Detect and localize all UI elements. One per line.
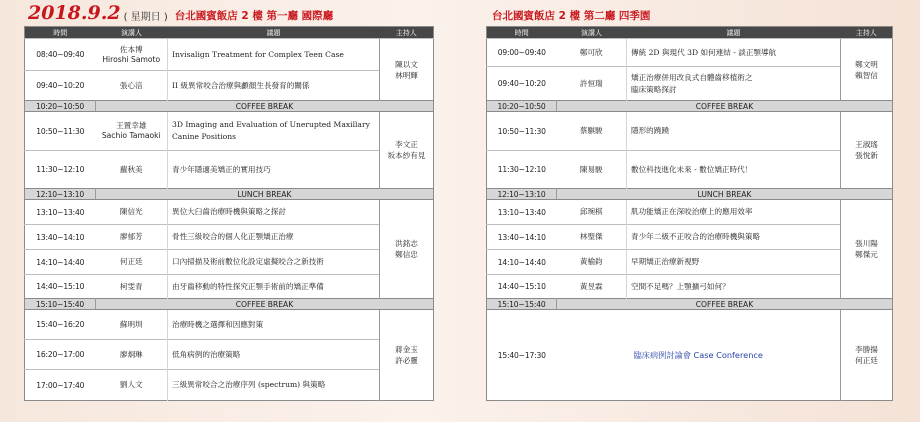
header-time: 時間	[487, 27, 557, 39]
break-time: 12:10~13:10	[487, 189, 557, 200]
right-venue: 台北國賓飯店 2 樓 第二廳 四季園	[492, 10, 651, 22]
session-time: 14:40~15:10	[25, 275, 96, 299]
left-venue: 台北國賓飯店 2 樓 第一廳 國際廳	[174, 10, 334, 22]
table-header-row	[487, 27, 893, 39]
right-schedule-body	[487, 39, 893, 401]
break-row	[487, 299, 893, 310]
session-time: 09:40~10:20	[487, 67, 557, 101]
session-time: 10:50~11:30	[487, 112, 557, 151]
session-row	[25, 71, 434, 101]
session-row	[25, 225, 434, 250]
event-weekday: ( 星期日 )	[123, 12, 168, 23]
chairperson: 李勝揚 何正廷	[841, 310, 893, 401]
break-row	[25, 189, 434, 200]
header-topic: 議題	[627, 27, 841, 39]
break-row	[487, 101, 893, 112]
session-row	[25, 275, 434, 299]
session-time: 14:10~14:40	[487, 250, 557, 275]
chairperson: 李文正 坂本紗有見	[380, 112, 434, 189]
table-header-row	[25, 27, 434, 39]
session-topic: 由牙齒移動的特性探究正顎手術前的矯正準備	[168, 275, 380, 299]
session-topic: 治療時機之選擇和因應對策	[168, 310, 380, 340]
session-topic: Invisalign Treatment for Complex Teen Case	[168, 39, 380, 71]
event-date: 2018.9.2	[28, 2, 121, 24]
session-topic: 早期矯正治療新視野	[627, 250, 841, 275]
session-row	[487, 39, 893, 67]
break-row	[25, 299, 434, 310]
session-row	[25, 340, 434, 370]
session-time: 17:00~17:40	[25, 370, 96, 401]
session-topic: 三級異常咬合之治療序列 (spectrum) 與策略	[168, 370, 380, 401]
session-row	[487, 250, 893, 275]
break-time: 12:10~13:10	[25, 189, 96, 200]
break-row	[487, 189, 893, 200]
break-time: 15:10~15:40	[487, 299, 557, 310]
session-row	[487, 200, 893, 225]
header-chair: 主持人	[841, 27, 893, 39]
session-time: 11:30~12:10	[487, 151, 557, 189]
session-topic: 3D Imaging and Evaluation of Unerupted Maxillary Canine Positions	[168, 112, 380, 151]
session-topic: 青少年隱適美矯正的實用技巧	[168, 151, 380, 189]
session-time: 13:40~14:10	[487, 225, 557, 250]
session-time: 14:40~15:10	[487, 275, 557, 299]
session-time: 16:20~17:00	[25, 340, 96, 370]
left-schedule-panel	[24, 0, 433, 401]
break-label: COFFEE BREAK	[557, 299, 893, 310]
session-topic: 空間不足嗎？上顎擴弓如何？	[627, 275, 841, 299]
session-row	[487, 275, 893, 299]
session-row	[25, 250, 434, 275]
chairperson: 鄭文明 賴智信	[841, 39, 893, 101]
session-row	[487, 112, 893, 151]
session-topic: 隱形的蹺蹺	[627, 112, 841, 151]
session-time: 13:40~14:10	[25, 225, 96, 250]
session-topic: 數位科技進化未來 - 數位矯正時代！	[627, 151, 841, 189]
break-label: LUNCH BREAK	[557, 189, 893, 200]
session-row	[487, 67, 893, 101]
break-label: COFFEE BREAK	[557, 101, 893, 112]
header-speaker: 演講人	[96, 27, 168, 39]
session-topic: 異位大臼齒治療時機與策略之探討	[168, 200, 380, 225]
session-topic: 骨性三級咬合的個人化正顎矯正治療	[168, 225, 380, 250]
speaker-name: 蘿秋美	[96, 151, 168, 189]
session-row	[25, 370, 434, 401]
session-time: 13:10~13:40	[25, 200, 96, 225]
chairperson: 張川陽 鄭傑元	[841, 200, 893, 299]
chairperson: 王淑瑤 張悅新	[841, 112, 893, 189]
left-schedule-body	[25, 39, 434, 401]
session-row	[25, 200, 434, 225]
left-heading	[24, 0, 433, 26]
header-chair: 主持人	[380, 27, 434, 39]
speaker-name: 佐本博 Hiroshi Samoto	[96, 39, 168, 71]
speaker-name: 蘇明圳	[96, 310, 168, 340]
right-schedule-panel	[486, 0, 892, 401]
conference-topic	[557, 310, 841, 401]
speaker-name: 柯雯青	[96, 275, 168, 299]
session-time: 15:40~17:30	[487, 310, 557, 401]
speaker-name: 黃榆鈞	[557, 250, 627, 275]
speaker-name: 林聖傑	[557, 225, 627, 250]
speaker-name: 何正廷	[96, 250, 168, 275]
session-topic: 口內掃描及術前數位化設定虛擬咬合之新技術	[168, 250, 380, 275]
chairperson: 陳以文 林明輝	[380, 39, 434, 101]
break-label: COFFEE BREAK	[96, 101, 434, 112]
speaker-name: 廖炯琳	[96, 340, 168, 370]
session-time: 15:40~16:20	[25, 310, 96, 340]
header-topic: 議題	[168, 27, 380, 39]
session-row	[25, 39, 434, 71]
session-topic: 肌功能矯正在深咬治療上的應用效率	[627, 200, 841, 225]
speaker-name: 許恒瑞	[557, 67, 627, 101]
speaker-name: 陳易駿	[557, 151, 627, 189]
session-time: 10:50~11:30	[25, 112, 96, 151]
session-time: 09:00~09:40	[487, 39, 557, 67]
session-time: 09:40~10:20	[25, 71, 96, 101]
speaker-name: 鄭可欣	[557, 39, 627, 67]
right-heading	[486, 0, 892, 26]
speaker-name: 劉人文	[96, 370, 168, 401]
break-label: LUNCH BREAK	[96, 189, 434, 200]
conference-label: 臨床病例討論會 Case Conference	[633, 349, 763, 360]
session-topic: 傳統 2D 與現代 3D 如何連結 - 談正顎導航	[627, 39, 841, 67]
session-row	[487, 151, 893, 189]
speaker-name: 陳信光	[96, 200, 168, 225]
session-row	[25, 310, 434, 340]
speaker-name: 蔡騏駿	[557, 112, 627, 151]
break-time: 10:20~10:50	[487, 101, 557, 112]
session-time: 11:30~12:10	[25, 151, 96, 189]
session-time: 08:40~09:40	[25, 39, 96, 71]
chairperson: 洪銘志 鄭信忠	[380, 200, 434, 299]
session-row	[487, 225, 893, 250]
session-topic: 青少年二級不正咬合的治療時機與策略	[627, 225, 841, 250]
session-time: 13:10~13:40	[487, 200, 557, 225]
chairperson: 蔣金玉 許必靈	[380, 310, 434, 401]
header-time: 時間	[25, 27, 96, 39]
speaker-name: 黃昱霖	[557, 275, 627, 299]
speaker-name: 張心涪	[96, 71, 168, 101]
break-label: COFFEE BREAK	[96, 299, 434, 310]
session-time: 14:10~14:40	[25, 250, 96, 275]
left-schedule-table	[24, 26, 434, 401]
break-time: 15:10~15:40	[25, 299, 96, 310]
session-topic: 矯正治療併用改良式自體齒移植術之 臨床策略探討	[627, 67, 841, 101]
speaker-name: 王置幸雄 Sachio Tamaoki	[96, 112, 168, 151]
speaker-name: 廖郁芳	[96, 225, 168, 250]
session-row	[25, 112, 434, 151]
session-row	[25, 151, 434, 189]
break-row	[25, 101, 434, 112]
session-row	[487, 310, 893, 401]
session-topic: 低角病例的治療策略	[168, 340, 380, 370]
break-time: 10:20~10:50	[25, 101, 96, 112]
header-speaker: 演講人	[557, 27, 627, 39]
speaker-name: 邱琬棋	[557, 200, 627, 225]
session-topic: II 級異常咬合治療與顱顏生長發育的關係	[168, 71, 380, 101]
right-schedule-table	[486, 26, 893, 401]
